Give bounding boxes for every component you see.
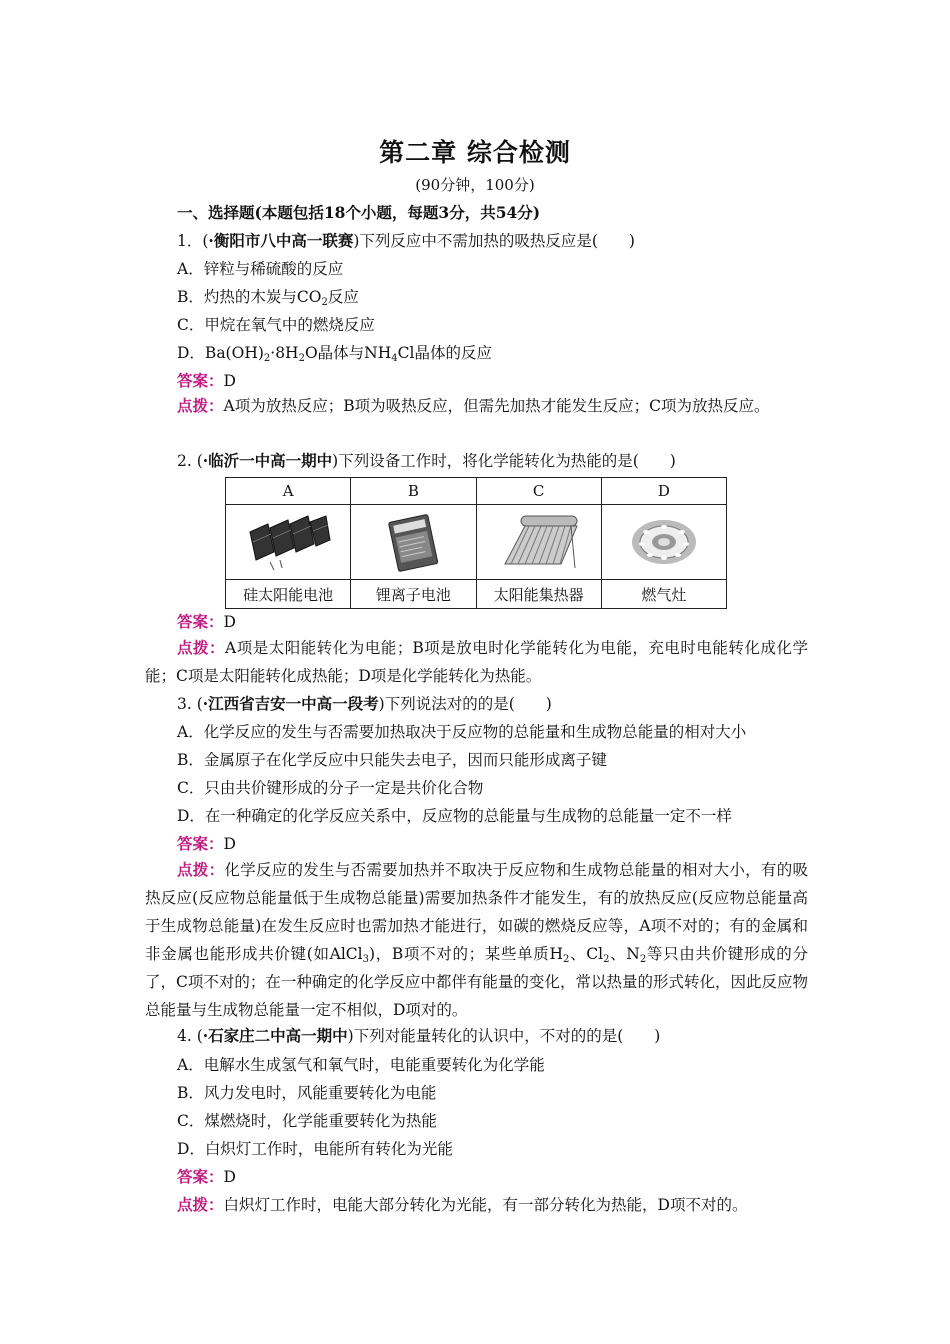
question-4-hint: 点拨：白炽灯工作时，电能大部分转化为光能，有一部分转化为热能，D项不对的。 — [177, 1195, 748, 1214]
section-heading: 一、选择题(本题包括18个小题，每题3分，共54分) — [177, 203, 541, 222]
solar-water-heater-image — [491, 512, 587, 572]
page-subtitle: (90分钟，100分) — [415, 176, 535, 194]
question-4-option-b: B．风力发电时，风能重要转化为电能 — [177, 1084, 437, 1102]
lithium-battery-image — [365, 512, 461, 572]
question-2-source: ·临沂一中高一期中 — [202, 451, 333, 470]
table-cell-name: 硅太阳能电池 — [226, 580, 351, 609]
question-3-option-c: C．只由共价键形成的分子一定是共价化合物 — [177, 779, 484, 797]
question-3-hint: 点拨：化学反应的发生与否需要加热并不取决于反应物和生成物总能量的相对大小，有的吸热反应(反应物总能量低于生成物总能量)需要加热条件才能发生，有的放热反应(反应物总能量高于生成物总能量)在发生反应时也需加热才能进行，如碳的燃烧反应等，A项不对的；有的金属和非金属也能形成共价键(如AlCl$_3$)，B项不对的；某些单质$H_2$、$Cl_2$、$N_2$等只由共价键形成的分了，C项不对的；在一种确定的化学反应中都伴有能量的变化，常以热量的形式转化，因此反应物总能量与生成物总能量一定不相似，D项对的。 — [145, 860, 808, 1019]
question-4-option-c: C．煤燃烧时，化学能重要转化为热能 — [177, 1112, 437, 1130]
question-4-source: ·石家庄二中高一期中 — [202, 1026, 348, 1045]
table-cell-name: 燃气灶 — [601, 580, 726, 609]
question-1-hint: 点拨：A项为放热反应；B项为吸热反应，但需先加热才能发生反应；C项为放热反应。 — [177, 396, 770, 415]
table-cell-name: 太阳能集热器 — [476, 580, 601, 609]
table-header-c: C — [476, 478, 601, 505]
page-title: 第二章 综合检测 — [379, 138, 571, 167]
question-2-hint: 点拨：A项是太阳能转化为电能；B项是放电时化学能转化为电能，充电时电能转化成化学能；C项是太阳能转化成热能；D项是化学能转化为热能。 — [145, 638, 808, 685]
question-4-stem: 4. (·石家庄二中高一期中)下列对能量转化的认识中，不对的的是( ) — [177, 1026, 661, 1045]
question-1-answer: 答案：D — [177, 371, 236, 390]
question-3-option-d: D．在一种确定的化学反应关系中，反应物的总能量与生成物的总能量一定不一样 — [177, 807, 732, 825]
question-1-option-c: C．甲烷在氧气中的燃烧反应 — [177, 316, 375, 334]
question-4-answer: 答案：D — [177, 1167, 236, 1186]
question-3-answer: 答案：D — [177, 834, 236, 853]
device-table — [225, 477, 727, 609]
solar-panel-image — [240, 512, 336, 572]
table-header-b: B — [351, 478, 476, 505]
question-1-option-d: D．$Ba(OH)_2\cdot 8H_2O$晶体与$NH_4Cl$晶体的反应 — [177, 344, 492, 364]
table-header-d: D — [601, 478, 726, 505]
question-3-source: ·江西省吉安一中高一段考 — [202, 694, 379, 713]
question-3-option-b: B．金属原子在化学反应中只能失去电子，因而只能形成离子键 — [177, 751, 607, 769]
question-1-option-b: B．灼热的木炭与$CO_2$反应 — [177, 288, 359, 308]
question-2-stem: 2. (·临沂一中高一期中)下列设备工作时，将化学能转化为热能的是( ) — [177, 451, 676, 470]
question-1-source: ·衡阳市八中高一联赛 — [208, 231, 354, 250]
question-4-option-a: A．电解水生成氢气和氧气时，电能重要转化为化学能 — [177, 1056, 545, 1074]
question-3-stem: 3. (·江西省吉安一中高一段考)下列说法对的的是( ) — [177, 694, 552, 713]
question-1-option-a: A．锌粒与稀硫酸的反应 — [177, 260, 344, 278]
question-3-option-a: A．化学反应的发生与否需要加热取决于反应物的总能量和生成物总能量的相对大小 — [177, 723, 747, 741]
table-cell-name: 锂离子电池 — [351, 580, 476, 609]
question-4-option-d: D．白炽灯工作时，电能所有转化为光能 — [177, 1140, 453, 1158]
table-header-a: A — [226, 478, 351, 505]
question-2-answer: 答案：D — [177, 612, 236, 631]
question-1-stem: 1．(·衡阳市八中高一联赛)下列反应中不需加热的吸热反应是( ) — [177, 231, 635, 250]
gas-stove-image — [616, 512, 712, 572]
